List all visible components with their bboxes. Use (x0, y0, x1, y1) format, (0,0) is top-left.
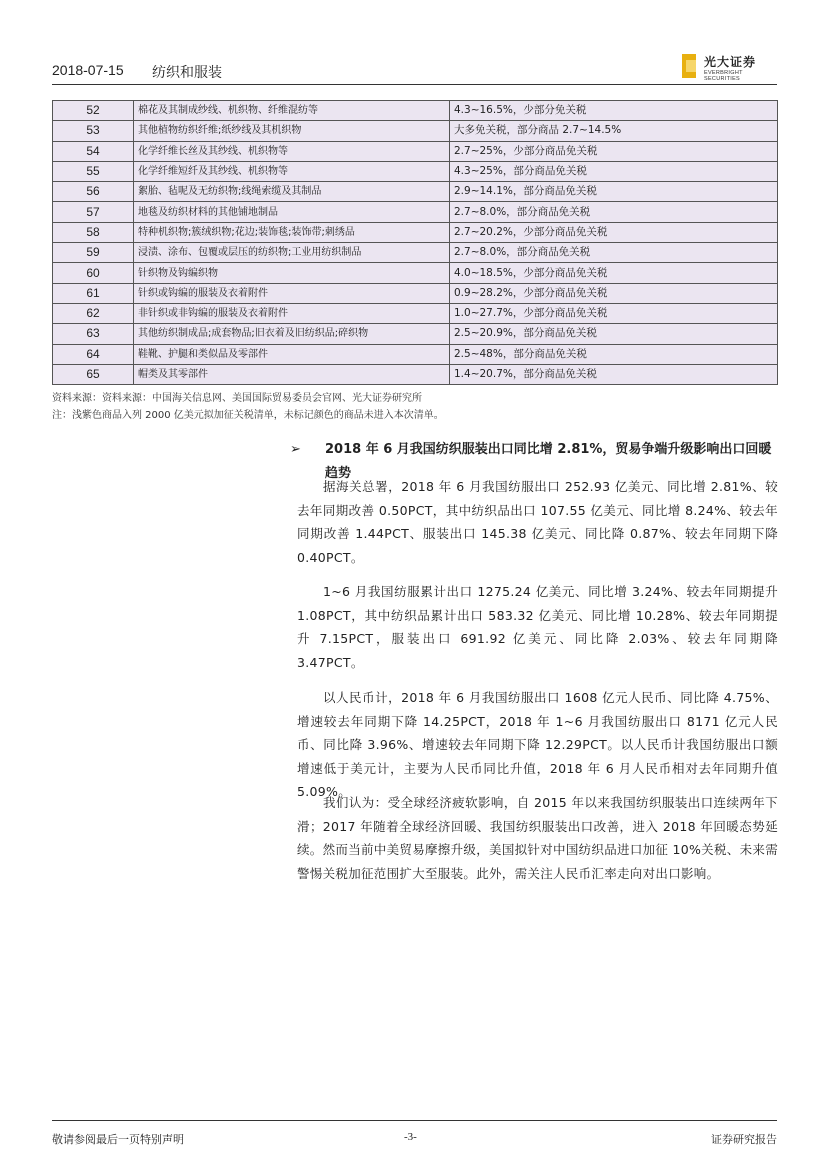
tariff-rate-cell: 4.3~25%，部分商品免关税 (450, 161, 778, 181)
table-row (53, 263, 778, 283)
page-number: -3- (404, 1131, 417, 1143)
tariff-rate-cell: 2.7~8.0%，部分商品免关税 (450, 202, 778, 222)
tariff-rate-cell: 2.7~20.2%，少部分商品免关税 (450, 222, 778, 242)
tariff-rate-cell: 4.0~18.5%，少部分商品免关税 (450, 263, 778, 283)
item-description-cell: 鞋靴、护腿和类似品及零部件 (134, 344, 450, 364)
table-row (53, 202, 778, 222)
item-description-cell: 化学纤维短纤及其纱线、机织物等 (134, 161, 450, 181)
hs-chapter-cell: 57 (53, 202, 134, 222)
item-description-cell: 浸渍、涂布、包覆或层压的纺织物;工业用纺织制品 (134, 243, 450, 263)
hs-chapter-cell: 54 (53, 141, 134, 161)
table-footnote: 注：浅紫色商品入列 2000 亿美元拟加征关税清单，未标记颜色的商品未进入本次清单。 (52, 410, 444, 421)
item-description-cell: 絮胎、毡呢及无纺织物;线绳索缆及其制品 (134, 182, 450, 202)
arrow-bullet-icon: ➢ (290, 442, 301, 457)
item-description-cell: 地毯及纺织材料的其他铺地制品 (134, 202, 450, 222)
tariff-rate-cell: 0.9~28.2%，少部分商品免关税 (450, 283, 778, 303)
item-description-cell: 针织或钩编的服装及衣着附件 (134, 283, 450, 303)
item-description-cell: 化学纤维长丝及其纱线、机织物等 (134, 141, 450, 161)
hs-chapter-cell: 52 (53, 101, 134, 121)
tariff-table (52, 100, 778, 385)
paragraph-3: 以人民币计，2018 年 6 月我国纺服出口 1608 亿元人民币、同比降 4.75%、增速较去年同期下降 14.25PCT，2018 年 1~6 月我国纺服出口 8171 亿元人民币、同比降 3.96%、增速较去年同期下降 12.29PCT。以人民币计我国纺服出口额增速低于美元计，主要为人民币同比升值，2018 年 6 月人民币相对去年同期升值 5.09%。 (297, 690, 778, 799)
item-description-cell: 帽类及其零部件 (134, 364, 450, 384)
item-description-cell: 非针织或非钩编的服装及衣着附件 (134, 303, 450, 323)
hs-chapter-cell: 65 (53, 364, 134, 384)
item-description-cell: 其他纺织制成品;成套物品;旧衣着及旧纺织品;碎织物 (134, 324, 450, 344)
hs-chapter-cell: 60 (53, 263, 134, 283)
table-row (53, 243, 778, 263)
tariff-rate-cell: 4.3~16.5%，少部分免关税 (450, 101, 778, 121)
logo-text-cn: 光大证券 (704, 55, 757, 69)
hs-chapter-cell: 64 (53, 344, 134, 364)
tariff-rate-cell: 2.5~48%，部分商品免关税 (450, 344, 778, 364)
hs-chapter-cell: 55 (53, 161, 134, 181)
tariff-rate-cell: 2.9~14.1%，部分商品免关税 (450, 182, 778, 202)
paragraph-2: 1~6 月我国纺服累计出口 1275.24 亿美元、同比增 3.24%、较去年同期提升 1.08PCT，其中纺织品累计出口 583.32 亿美元、同比增 10.28%、较去年同期提升 7.15PCT，服装出口 691.92 亿美元、同比降 2.03%、较去年同期降 3.47PCT。 (297, 584, 778, 670)
table-row (53, 101, 778, 121)
tariff-rate-cell: 2.5~20.9%，部分商品免关税 (450, 324, 778, 344)
logo-text-en: EVERBRIGHT SECURITIES (704, 70, 743, 82)
item-description-cell: 针织物及钩编织物 (134, 263, 450, 283)
tariff-rate-cell: 1.4~20.7%，部分商品免关税 (450, 364, 778, 384)
item-description-cell: 棉花及其制成纱线、机织物、纤维混纺等 (134, 101, 450, 121)
hs-chapter-cell: 58 (53, 222, 134, 242)
item-description-cell: 特种机织物;簇绒织物;花边;装饰毯;装饰带;刺绣品 (134, 222, 450, 242)
table-row (53, 303, 778, 323)
paragraph-4: 我们认为：受全球经济疲软影响，自 2015 年以来我国纺织服装出口连续两年下滑；2017 年随着全球经济回暖、我国纺织服装出口改善，进入 2018 年回暖态势延续。然而当前中美贸易摩擦升级，美国拟针对中国纺织品进口加征 10%关税、未来需警惕关税加征范围扩大至服装。此外，需关注人民币汇率走向对出口影响。 (297, 795, 778, 881)
hs-chapter-cell: 53 (53, 121, 134, 141)
table-source: 资料来源：资料来源：中国海关信息网、美国国际贸易委员会官网、光大证券研究所 (52, 393, 422, 404)
hs-chapter-cell: 61 (53, 283, 134, 303)
paragraph-1: 据海关总署，2018 年 6 月我国纺服出口 252.93 亿美元、同比增 2.81%、较去年同期改善 0.50PCT，其中纺织品出口 107.55 亿美元、同比增 8.24%、较去年同期改善 1.44PCT、服装出口 145.38 亿美元、同比降 0.87%、较去年同期下降 0.40PCT。 (297, 479, 778, 565)
footer-disclaimer: 敬请参阅最后一页特别声明 (52, 1133, 184, 1146)
report-sector: 纺织和服装 (152, 65, 222, 81)
table-row (53, 182, 778, 202)
tariff-rate-cell: 2.7~25%，少部分商品免关税 (450, 141, 778, 161)
tariff-rate-cell: 大多免关税，部分商品 2.7~14.5% (450, 121, 778, 141)
item-description-cell: 其他植物纺织纤维;纸纱线及其机织物 (134, 121, 450, 141)
table-row (53, 344, 778, 364)
table-row (53, 364, 778, 384)
table-row (53, 222, 778, 242)
hs-chapter-cell: 63 (53, 324, 134, 344)
hs-chapter-cell: 62 (53, 303, 134, 323)
report-date: 2018-07-15 (52, 62, 124, 78)
page-header (52, 52, 777, 85)
tariff-rate-cell: 1.0~27.7%，少部分商品免关税 (450, 303, 778, 323)
table-row (53, 161, 778, 181)
tariff-rate-cell: 2.7~8.0%，部分商品免关税 (450, 243, 778, 263)
section-title: 2018 年 6 月我国纺织服装出口同比增 2.81%，贸易争端升级影响出口回暖趋势 (325, 442, 772, 481)
hs-chapter-cell: 56 (53, 182, 134, 202)
table-row (53, 121, 778, 141)
table-row (53, 283, 778, 303)
table-row (53, 141, 778, 161)
hs-chapter-cell: 59 (53, 243, 134, 263)
page-footer (52, 1120, 777, 1151)
table-row (53, 324, 778, 344)
footer-report-type: 证券研究报告 (711, 1133, 777, 1146)
company-logo (682, 52, 777, 82)
